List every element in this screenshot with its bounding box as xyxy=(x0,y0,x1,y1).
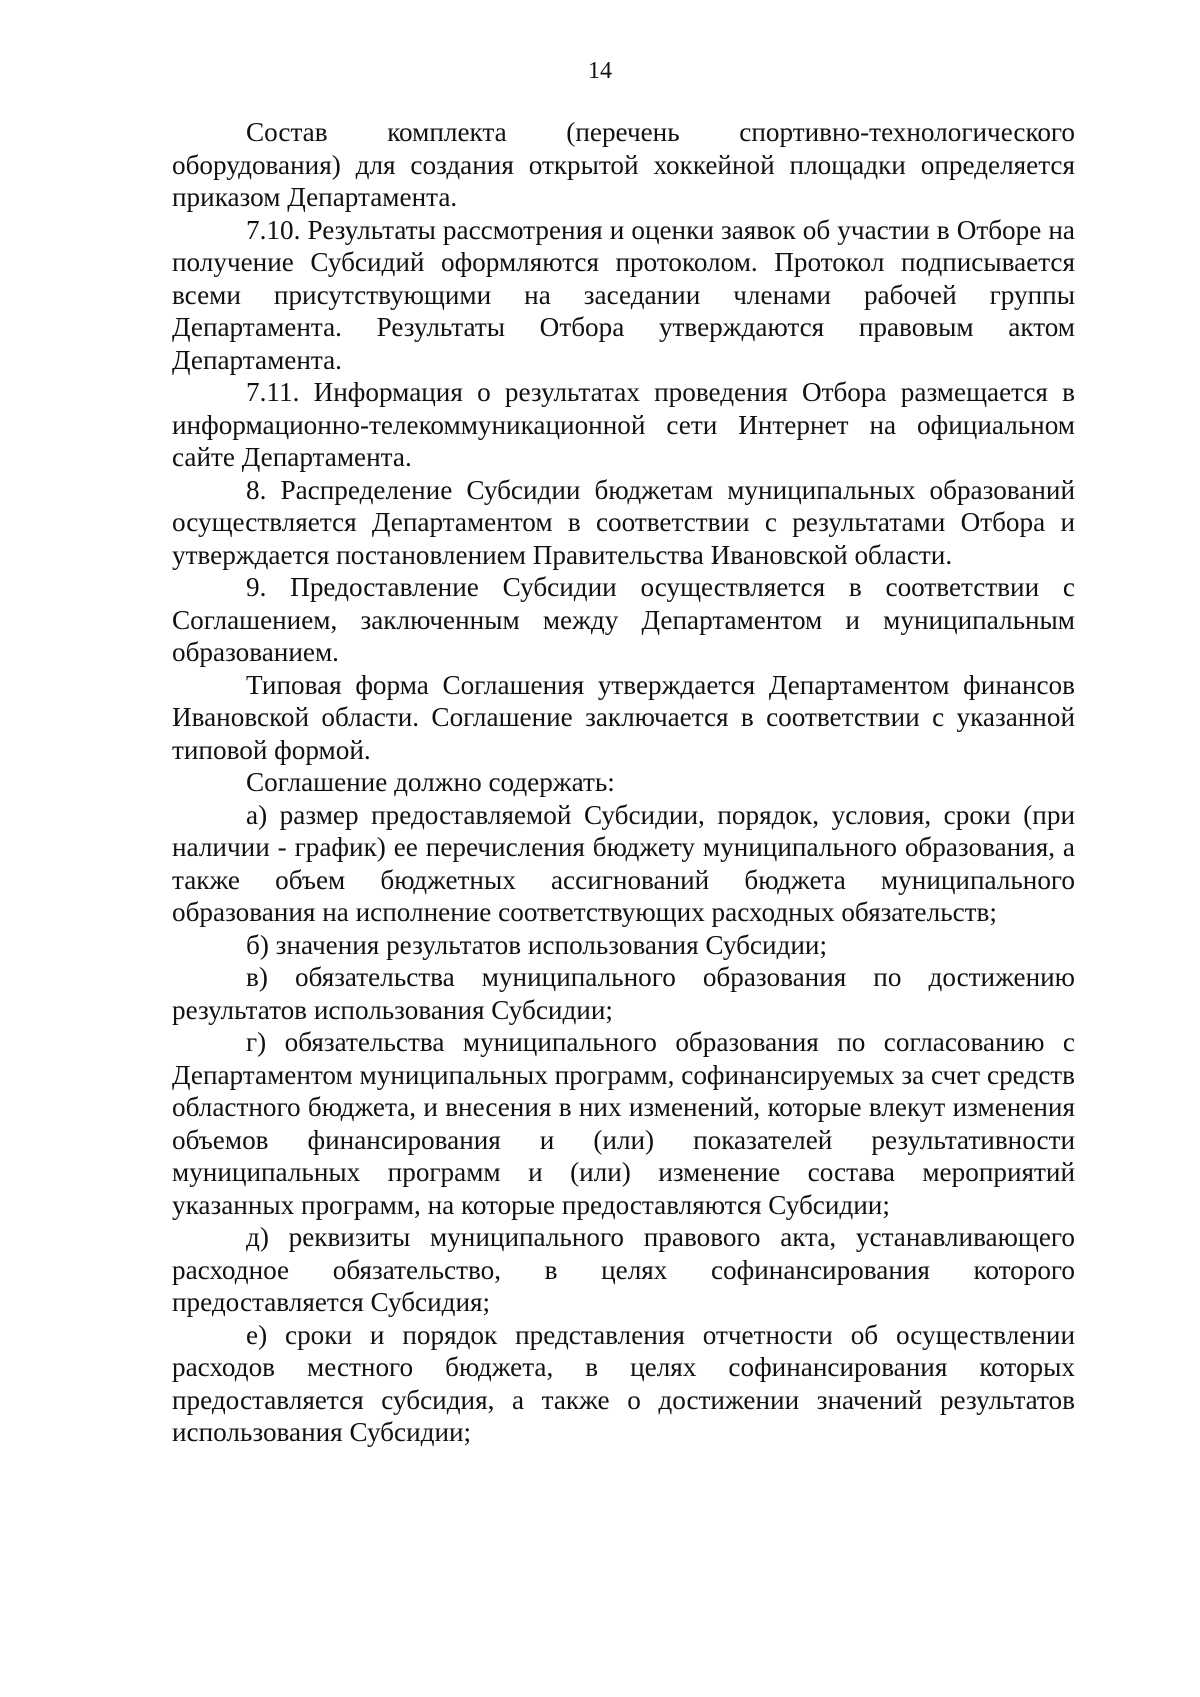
list-item-d: д) реквизиты муниципального правового акта, устанавливающего расходное обязательство, в целях софинансирования которого предоставляется Субсидия; xyxy=(172,1222,1075,1317)
paragraph-7-10: 7.10. Результаты рассмотрения и оценки заявок об участии в Отборе на получение Субсидий оформляются протоколом. Протокол подписывается всеми присутствующими на заседании членами рабочей группы Департамента. Результаты Отбора утверждаются правовым актом Департамента. xyxy=(172,214,1075,375)
list-item-v: в) обязательства муниципального образования по достижению результатов использования Субсидии; xyxy=(172,962,1075,1025)
list-item-e: е) сроки и порядок представления отчетности об осуществлении расходов местного бюджета, в целях софинансирования которых предоставляется субсидия, а также о достижении значений результатов использования Субсидии; xyxy=(172,1319,1075,1447)
paragraph-8: 8. Распределение Субсидии бюджетам муниципальных образований осуществляется Департаментом в соответствии с результатами Отбора и утверждается постановлением Правительства Ивановской области. xyxy=(172,474,1075,570)
list-item-g: г) обязательства муниципального образования по согласованию с Департаментом муниципальных программ, софинансируемых за счет средств областного бюджета, и внесения в них изменений, которые влекут изменения объемов финансирования и (или) показателей результативности муниципальных программ и (или) изменение состава мероприятий указанных программ, на которые предоставляются Субсидии; xyxy=(172,1027,1075,1220)
list-item-b: б) значения результатов использования Субсидии; xyxy=(246,929,828,960)
paragraph-7-11: 7.11. Информация о результатах проведения Отбора размещается в информационно-телекоммуникационной сети Интернет на официальном сайте Департамента. xyxy=(172,377,1075,472)
page-number: 14 xyxy=(588,58,612,84)
document-body xyxy=(172,116,1075,1449)
paragraph-typical-form: Типовая форма Соглашения утверждается Департаментом финансов Ивановской области. Соглашение заключается в соответствии с указанной типовой формой. xyxy=(172,669,1075,765)
paragraph-equipment-set: Состав комплекта (перечень спортивно-технологического оборудования) для создания открытой хоккейной площадки определяется приказом Департамента. xyxy=(172,117,1075,212)
paragraph-agreement-contents: Соглашение должно содержать: xyxy=(246,767,615,797)
list-item-a: а) размер предоставляемой Субсидии, порядок, условия, сроки (при наличии - график) ее перечисления бюджету муниципального образования, а также объем бюджетных ассигнований бюджета муниципального образования на исполнение соответствующих расходных обязательств; xyxy=(172,799,1075,927)
paragraph-9: 9. Предоставление Субсидии осуществляется в соответствии с Соглашением, заключенным между Департаментом и муниципальным образованием. xyxy=(172,572,1075,667)
